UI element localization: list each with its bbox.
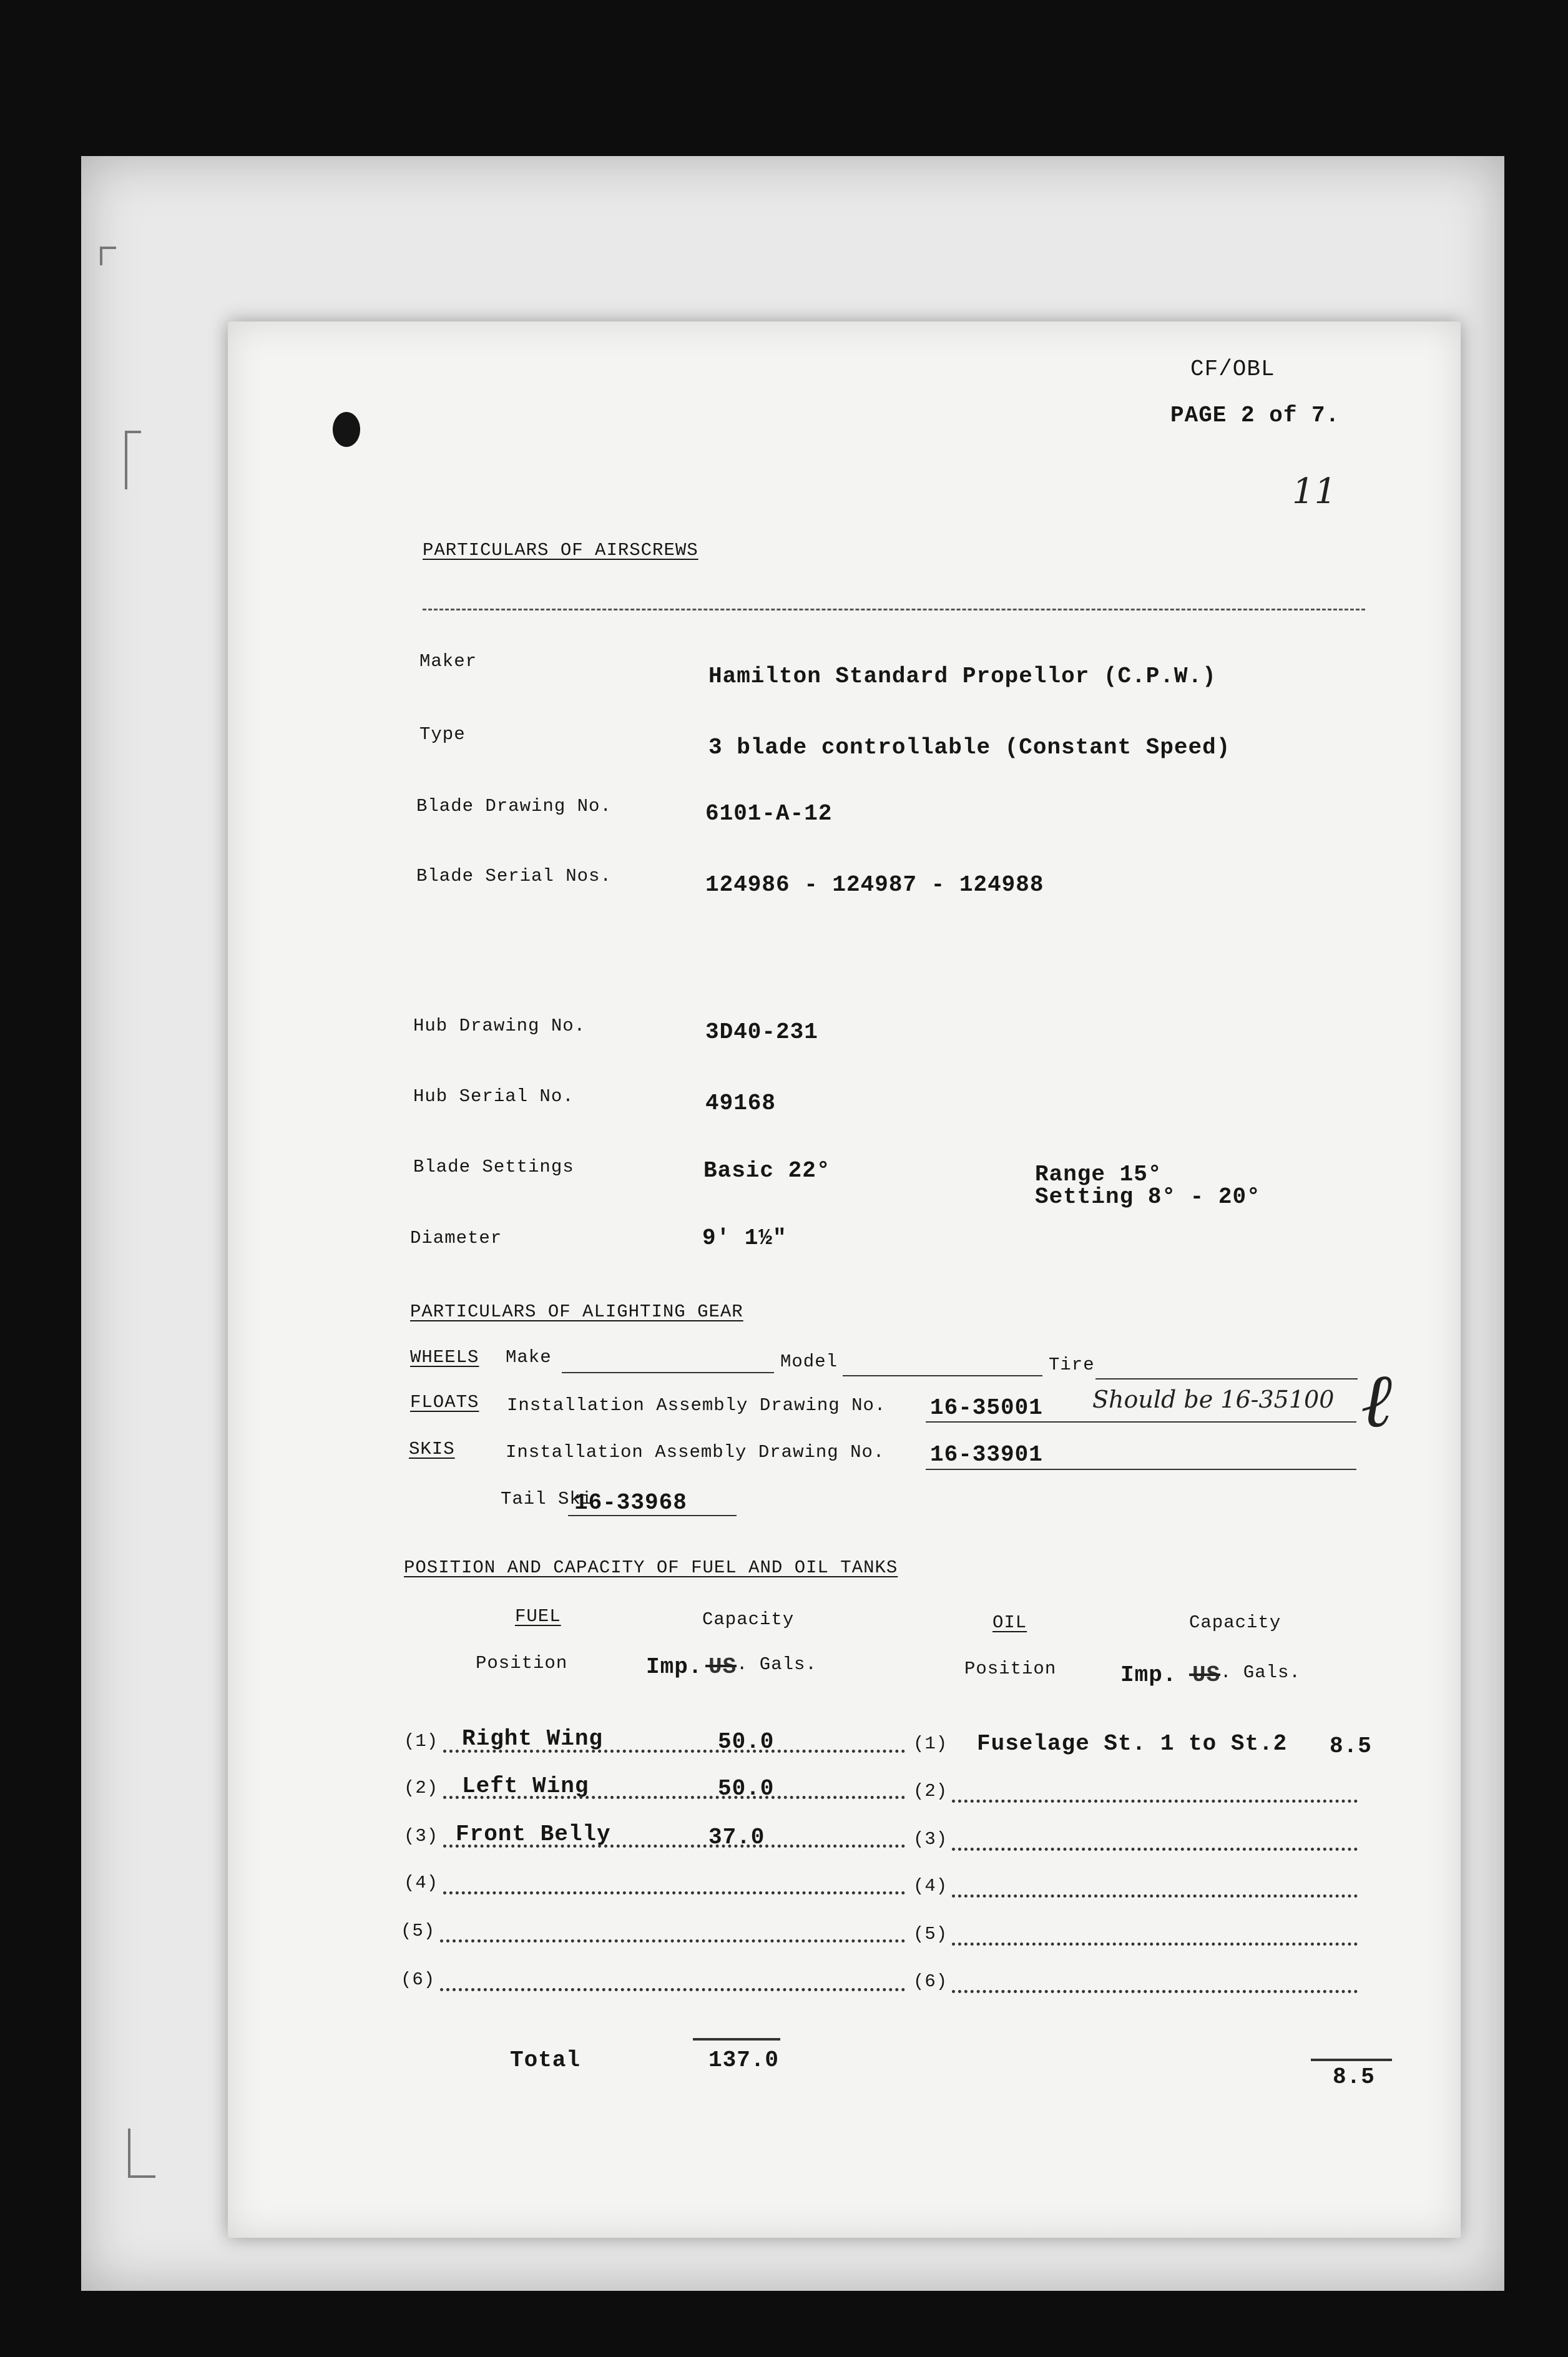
fuel-row-1-num: (1) — [404, 1731, 439, 1752]
floats-line — [926, 1421, 1356, 1423]
bracket-mark-left-bottom — [128, 2129, 155, 2178]
oil-row-5-num: (5) — [913, 1924, 948, 1944]
folio-number: 11 — [1292, 471, 1337, 512]
oil-row-1-position: Fuselage St. 1 to St.2 — [977, 1731, 1288, 1757]
tail-ski-value: 16-33968 — [574, 1490, 687, 1516]
model-label: Model — [780, 1351, 838, 1372]
page-number: PAGE 2 of 7. — [1170, 403, 1340, 428]
oil-row-2-dots — [952, 1800, 1358, 1803]
bracket-mark-left-top — [125, 431, 141, 489]
blade-settings-value: Basic 22° — [703, 1158, 831, 1183]
oil-row-4-dots — [952, 1894, 1358, 1898]
floats-text: Installation Assembly Drawing No. — [507, 1395, 886, 1416]
setting-value: Setting 8° - 20° — [1035, 1184, 1261, 1210]
tire-line — [1095, 1378, 1358, 1379]
fuel-row-1-capacity: 50.0 — [718, 1729, 775, 1755]
oil-label: OIL — [992, 1612, 1027, 1633]
oil-total: 8.5 — [1333, 2064, 1375, 2090]
blade-serial-value: 124986 - 124987 - 124988 — [705, 872, 1044, 898]
hub-serial-value: 49168 — [705, 1090, 777, 1116]
fuel-row-5-dots — [440, 1939, 905, 1943]
fuel-row-6-dots — [440, 1988, 905, 1991]
type-label: Type — [419, 724, 466, 745]
fuel-row-4-num: (4) — [404, 1873, 439, 1893]
tail-ski-label: Tail Ski — [501, 1489, 593, 1509]
tail-ski-line — [568, 1515, 737, 1516]
tire-label: Tire — [1049, 1355, 1095, 1375]
blade-drawing-label: Blade Drawing No. — [416, 796, 612, 816]
model-line — [843, 1375, 1042, 1376]
diameter-label: Diameter — [410, 1228, 502, 1248]
floats-value: 16-35001 — [930, 1395, 1043, 1421]
oil-total-rule — [1311, 2059, 1392, 2061]
floats-handwritten-note: Should be 16-35100 — [1092, 1386, 1335, 1413]
fuel-row-1-position: Right Wing — [462, 1726, 604, 1752]
document-sheet — [228, 321, 1461, 2238]
fuel-row-6-num: (6) — [401, 1969, 436, 1990]
oil-row-4-num: (4) — [913, 1876, 948, 1896]
fuel-row-2-dots — [443, 1796, 905, 1799]
diameter-value: 9' 1½" — [702, 1225, 787, 1251]
oil-row-6-num: (6) — [913, 1971, 948, 1992]
fuel-row-2-num: (2) — [404, 1778, 439, 1798]
fuel-struck-unit: US — [708, 1654, 737, 1680]
fuel-row-2-position: Left Wing — [462, 1773, 589, 1799]
hub-serial-label: Hub Serial No. — [413, 1086, 574, 1107]
fuel-label: FUEL — [515, 1606, 561, 1627]
blade-settings-label: Blade Settings — [413, 1157, 574, 1177]
make-label: Make — [506, 1347, 552, 1368]
fuel-position-label: Position — [476, 1653, 568, 1673]
maker-value: Hamilton Standard Propellor (C.P.W.) — [708, 664, 1217, 689]
fuel-row-1-dots — [443, 1750, 905, 1753]
fuel-row-3-position: Front Belly — [456, 1821, 611, 1847]
type-value: 3 blade controllable (Constant Speed) — [708, 735, 1231, 760]
fuel-unit-strikethrough — [705, 1665, 737, 1667]
total-label: Total — [510, 2047, 581, 2073]
fuel-row-2-capacity: 50.0 — [718, 1776, 775, 1801]
fuel-total: 137.0 — [708, 2047, 780, 2073]
skis-text: Installation Assembly Drawing No. — [506, 1442, 885, 1463]
oil-position-label: Position — [964, 1659, 1057, 1679]
floats-label: FLOATS — [410, 1392, 479, 1413]
fuel-gals-label: . Gals. — [737, 1654, 817, 1675]
airscrews-title: PARTICULARS OF AIRSCREWS — [423, 540, 698, 561]
fuel-row-3-dots — [443, 1845, 905, 1848]
oil-imp-label: Imp. — [1120, 1662, 1177, 1688]
skis-line — [926, 1469, 1356, 1470]
oil-row-6-dots — [952, 1990, 1358, 1993]
oil-unit-strikethrough — [1189, 1673, 1220, 1676]
fuel-total-rule — [693, 2038, 780, 2041]
blade-serial-label: Blade Serial Nos. — [416, 866, 612, 886]
punch-hole — [333, 412, 360, 447]
fuel-capacity-label: Capacity — [702, 1609, 795, 1630]
alighting-title: PARTICULARS OF ALIGHTING GEAR — [410, 1301, 743, 1322]
oil-row-1-num: (1) — [913, 1733, 948, 1754]
fuel-row-5-num: (5) — [401, 1921, 436, 1941]
fuel-row-4-dots — [443, 1891, 905, 1894]
make-line — [562, 1372, 774, 1373]
fuel-imp-label: Imp. — [646, 1654, 703, 1680]
oil-row-3-num: (3) — [913, 1829, 948, 1850]
margin-initial: ℓ — [1361, 1358, 1392, 1444]
oil-gals-label: . Gals. — [1220, 1662, 1301, 1683]
range-value: Range 15° — [1035, 1162, 1162, 1187]
fuel-row-3-num: (3) — [404, 1826, 439, 1846]
oil-row-5-dots — [952, 1943, 1358, 1946]
oil-row-3-dots — [952, 1848, 1358, 1851]
oil-row-2-num: (2) — [913, 1781, 948, 1801]
hub-drawing-value: 3D40-231 — [705, 1019, 818, 1045]
fuel-row-3-capacity: 37.0 — [708, 1825, 765, 1850]
skis-label: SKIS — [409, 1439, 455, 1459]
wheels-label: WHEELS — [410, 1347, 479, 1368]
oil-capacity-label: Capacity — [1189, 1612, 1281, 1633]
skis-value: 16-33901 — [930, 1442, 1043, 1468]
hub-drawing-label: Hub Drawing No. — [413, 1016, 586, 1036]
maker-label: Maker — [419, 651, 478, 672]
reference-code: CF/OBL — [1190, 356, 1275, 382]
oil-struck-unit: US — [1192, 1662, 1221, 1688]
blade-drawing-value: 6101-A-12 — [705, 801, 833, 826]
oil-row-1-capacity: 8.5 — [1330, 1733, 1372, 1759]
section-rule — [423, 609, 1365, 610]
tanks-title: POSITION AND CAPACITY OF FUEL AND OIL TANKS — [404, 1557, 898, 1578]
corner-mark-top-left — [100, 247, 116, 265]
